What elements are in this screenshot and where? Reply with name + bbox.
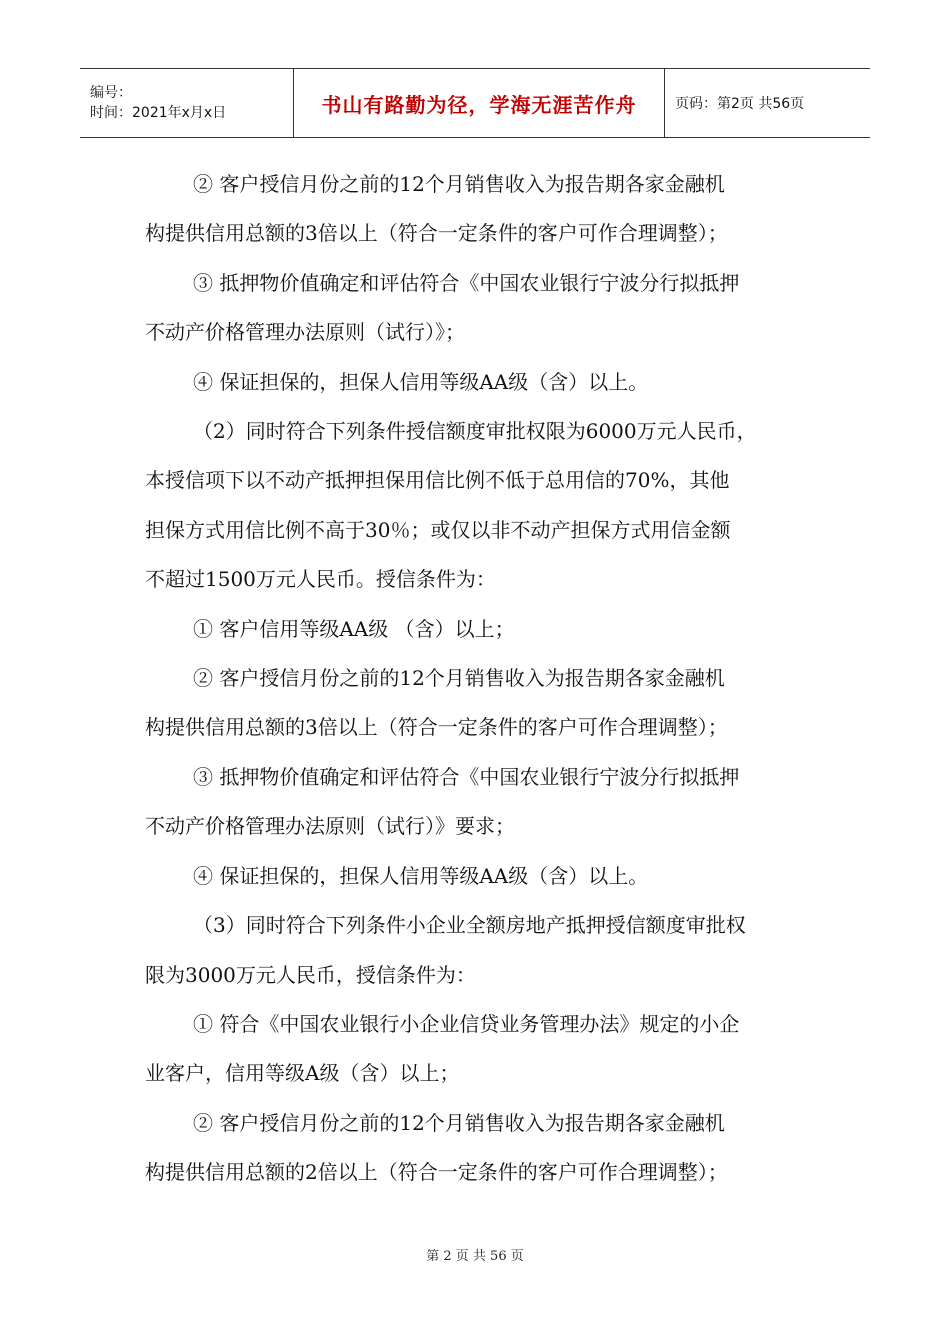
body-line: ② 客户授信月份之前的12个月销售收入为报告期各家金融机 bbox=[193, 1110, 725, 1135]
body-line: ① 客户信用等级AA级 （含）以上； bbox=[193, 616, 515, 641]
body-line: 不动产价格管理办法原则（试行）》要求； bbox=[145, 814, 515, 839]
document-time: 时间：2021年x月x日 bbox=[90, 105, 227, 121]
page-header bbox=[80, 68, 870, 138]
body-line: ② 客户授信月份之前的12个月销售收入为报告期各家金融机 bbox=[193, 666, 725, 691]
body-line: 限为3000万元人民币，授信条件为： bbox=[145, 962, 476, 987]
header-motto: 书山有路勤为径，学海无涯苦作舟 bbox=[294, 69, 665, 137]
document-body bbox=[145, 160, 810, 1198]
body-line: 不动产价格管理办法原则（试行）》； bbox=[145, 320, 465, 345]
body-line: ④ 保证担保的，担保人信用等级AA级（含）以上。 bbox=[193, 369, 649, 394]
document-number-label: 编号： bbox=[90, 85, 132, 101]
body-line: ② 客户授信月份之前的12个月销售收入为报告期各家金融机 bbox=[193, 172, 725, 196]
body-line: 担保方式用信比例不高于30％；或仅以非不动产担保方式用信金额 bbox=[145, 517, 731, 542]
body-line: 构提供信用总额的3倍以上（符合一定条件的客户可作合理调整）； bbox=[145, 715, 728, 740]
header-meta bbox=[80, 69, 294, 137]
body-line: ④ 保证担保的，担保人信用等级AA级（含）以上。 bbox=[193, 863, 649, 888]
body-line: 不超过1500万元人民币。授信条件为： bbox=[145, 567, 496, 592]
body-line: ③ 抵押物价值确定和评估符合《中国农业银行宁波分行拟抵押 bbox=[193, 764, 740, 789]
body-line: 本授信项下以不动产抵押担保用信比例不低于总用信的70%，其他 bbox=[145, 468, 730, 493]
body-line: 业客户，信用等级A级（含）以上； bbox=[145, 1061, 460, 1086]
body-line: （2）同时符合下列条件授信额度审批权限为6000万元人民币， bbox=[193, 419, 757, 444]
body-line: 构提供信用总额的2倍以上（符合一定条件的客户可作合理调整）； bbox=[145, 1160, 728, 1185]
header-page-info: 页码：第2页 共56页 bbox=[675, 96, 805, 112]
body-line: 构提供信用总额的3倍以上（符合一定条件的客户可作合理调整）； bbox=[145, 221, 728, 246]
body-line: ③ 抵押物价值确定和评估符合《中国农业银行宁波分行拟抵押 bbox=[193, 270, 740, 295]
page-footer: 第 2 页 共 56 页 bbox=[426, 1249, 524, 1264]
body-line: ① 符合《中国农业银行小企业信贷业务管理办法》规定的小企 bbox=[193, 1011, 740, 1036]
body-line: （3）同时符合下列条件小企业全额房地产抵押授信额度审批权 bbox=[193, 913, 746, 938]
